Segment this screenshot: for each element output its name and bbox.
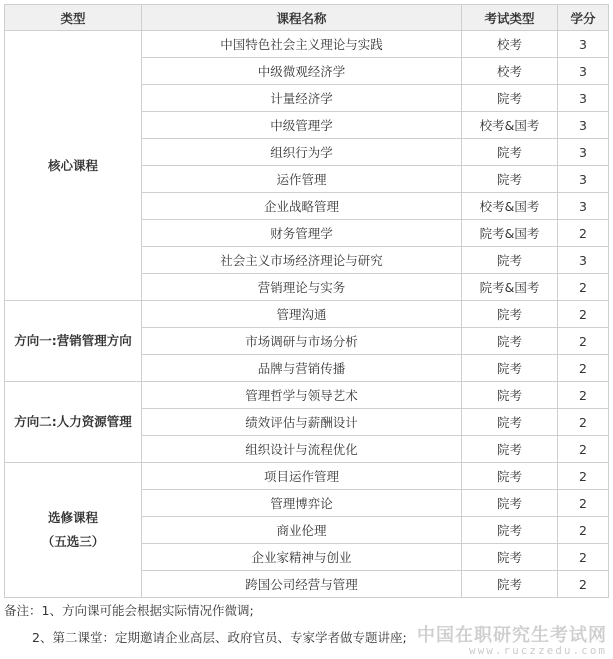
course-name-cell: 组织行为学 <box>142 139 462 166</box>
watermark-text: 中国在职研究生考试网 <box>417 625 607 646</box>
category-label: 核心课程 <box>47 157 98 173</box>
exam-type-cell: 院考 <box>462 463 558 490</box>
course-table <box>4 4 609 598</box>
credits-cell: 3 <box>558 58 609 85</box>
table-row <box>5 463 609 490</box>
course-name-cell: 社会主义市场经济理论与研究 <box>142 247 462 274</box>
course-name-cell: 品牌与营销传播 <box>142 355 462 382</box>
exam-type-cell: 院考 <box>462 328 558 355</box>
exam-type-cell: 院考 <box>462 490 558 517</box>
category-label: 方向二:人力资源管理 <box>14 414 132 429</box>
category-label: （五选三） <box>41 534 105 549</box>
credits-cell: 3 <box>558 166 609 193</box>
exam-type-cell: 院考 <box>462 436 558 463</box>
credits-cell: 2 <box>558 436 609 463</box>
credits-cell: 2 <box>558 517 609 544</box>
table-row <box>5 382 609 409</box>
course-name-cell: 财务管理学 <box>142 220 462 247</box>
category-label: 方向一:营销管理方向 <box>14 333 132 348</box>
course-name-cell: 跨国公司经营与管理 <box>142 571 462 598</box>
note-2: 2、第二课堂：定期邀请企业高层、政府官员、专家学者做专题讲座; <box>32 630 407 645</box>
category-label: 选修课程 <box>47 510 98 525</box>
credits-cell: 3 <box>558 112 609 139</box>
table-row <box>5 31 609 58</box>
credits-cell: 2 <box>558 409 609 436</box>
credits-cell: 2 <box>558 463 609 490</box>
exam-type-cell: 院考 <box>462 166 558 193</box>
exam-type-cell: 院考 <box>462 517 558 544</box>
course-name-cell: 管理博弈论 <box>142 490 462 517</box>
category-cell <box>5 382 142 463</box>
exam-type-cell: 院考 <box>462 409 558 436</box>
exam-type-cell: 院考 <box>462 544 558 571</box>
header-type: 类型 <box>5 5 142 31</box>
course-name-cell: 企业战略管理 <box>142 193 462 220</box>
category-cell <box>5 301 142 382</box>
credits-cell: 2 <box>558 544 609 571</box>
credits-cell: 3 <box>558 139 609 166</box>
table-row <box>5 301 609 328</box>
exam-type-cell: 校考 <box>462 58 558 85</box>
header-course-name: 课程名称 <box>142 5 462 31</box>
course-name-cell: 中级管理学 <box>142 112 462 139</box>
exam-type-cell: 院考 <box>462 247 558 274</box>
exam-type-cell: 院考 <box>462 85 558 112</box>
table-body <box>5 31 609 598</box>
credits-cell: 2 <box>558 328 609 355</box>
credits-cell: 3 <box>558 193 609 220</box>
course-name-cell: 项目运作管理 <box>142 463 462 490</box>
header-credits: 学分 <box>558 5 609 31</box>
exam-type-cell: 校考&国考 <box>462 193 558 220</box>
credits-cell: 3 <box>558 31 609 58</box>
credits-cell: 2 <box>558 571 609 598</box>
course-name-cell: 管理哲学与领导艺术 <box>142 382 462 409</box>
table-header-row <box>5 5 609 31</box>
watermark-url: www.ruczzedu.com <box>469 644 607 657</box>
exam-type-cell: 校考&国考 <box>462 112 558 139</box>
credits-cell: 2 <box>558 301 609 328</box>
exam-type-cell: 院考 <box>462 382 558 409</box>
course-name-cell: 中级微观经济学 <box>142 58 462 85</box>
credits-cell: 2 <box>558 355 609 382</box>
credits-cell: 3 <box>558 85 609 112</box>
course-name-cell: 管理沟通 <box>142 301 462 328</box>
header-exam-type: 考试类型 <box>462 5 558 31</box>
credits-cell: 2 <box>558 490 609 517</box>
exam-type-cell: 院考 <box>462 301 558 328</box>
note-1: 备注：1、方向课可能会根据实际情况作微调; <box>4 603 254 618</box>
course-name-cell: 组织设计与流程优化 <box>142 436 462 463</box>
course-name-cell: 中国特色社会主义理论与实践 <box>142 31 462 58</box>
exam-type-cell: 院考&国考 <box>462 274 558 301</box>
exam-type-cell: 院考&国考 <box>462 220 558 247</box>
course-name-cell: 运作管理 <box>142 166 462 193</box>
course-name-cell: 市场调研与市场分析 <box>142 328 462 355</box>
course-name-cell: 商业伦理 <box>142 517 462 544</box>
credits-cell: 2 <box>558 220 609 247</box>
exam-type-cell: 院考 <box>462 571 558 598</box>
watermark <box>417 621 607 657</box>
exam-type-cell: 院考 <box>462 355 558 382</box>
category-cell <box>5 463 142 598</box>
category-cell <box>5 31 142 301</box>
course-name-cell: 绩效评估与薪酬设计 <box>142 409 462 436</box>
credits-cell: 2 <box>558 382 609 409</box>
exam-type-cell: 校考 <box>462 31 558 58</box>
credits-cell: 3 <box>558 247 609 274</box>
course-name-cell: 企业家精神与创业 <box>142 544 462 571</box>
credits-cell: 2 <box>558 274 609 301</box>
course-name-cell: 计量经济学 <box>142 85 462 112</box>
course-name-cell: 营销理论与实务 <box>142 274 462 301</box>
exam-type-cell: 院考 <box>462 139 558 166</box>
